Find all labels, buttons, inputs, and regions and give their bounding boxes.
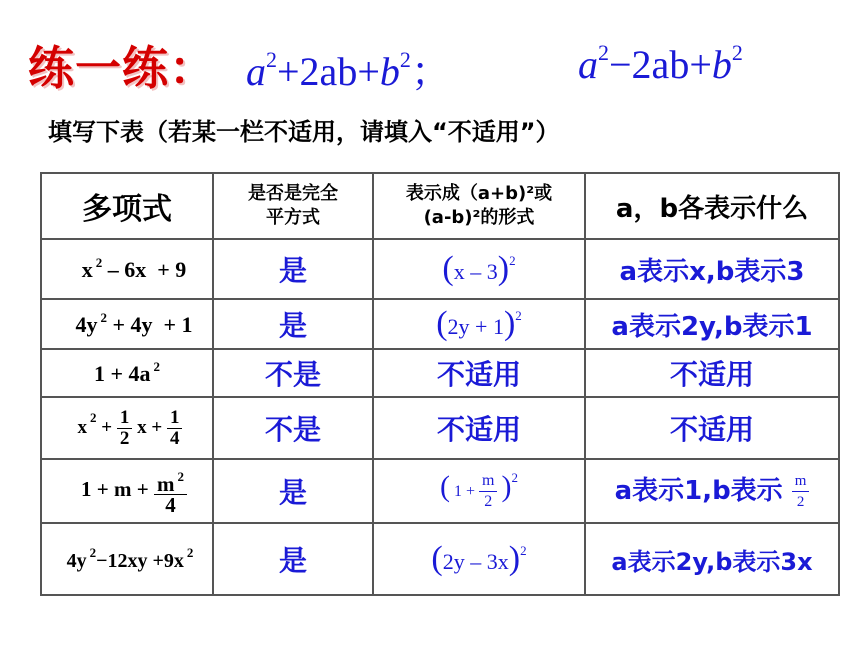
is-square-cell: 是 xyxy=(213,299,373,349)
polynomial-cell: x $^2$ – 6x + 9 xyxy=(41,239,213,299)
is-square-cell: 是 xyxy=(213,459,373,523)
form-cell: (2y – 3x)$^2$ xyxy=(373,523,585,595)
meaning-cell: a表示1,b表示 $\frac{m}{2}$ xyxy=(585,459,839,523)
polynomial-cell: 1 + 4a $^2$ xyxy=(41,349,213,397)
meaning-cell: 不适用 xyxy=(585,397,839,459)
table-row xyxy=(41,239,839,299)
exercise-title: 练一练： xyxy=(28,41,216,95)
is-square-cell: 不是 xyxy=(213,397,373,459)
meaning-cell: a表示2y,b表示3x xyxy=(585,523,839,595)
header-form: 表示成（a+b)²或 (a-b)²的形式 xyxy=(373,173,585,239)
table-row xyxy=(41,523,839,595)
is-square-cell: 是 xyxy=(213,239,373,299)
header-is-square: 是否是完全 平方式 xyxy=(213,173,373,239)
header-polynomial: 多项式 xyxy=(41,173,213,239)
polynomial-cell: 4y $^2$−12xy +9x $^2$ xyxy=(41,523,213,595)
form-cell: ( 1 + $\frac{m}{2}$ )$^2$ xyxy=(373,459,585,523)
exercise-table xyxy=(40,172,840,596)
form-cell: 不适用 xyxy=(373,349,585,397)
table-row xyxy=(41,397,839,459)
instruction-text: 填写下表（若某一栏不适用，请填入“不适用”） xyxy=(48,118,560,146)
table-header-row xyxy=(41,173,839,239)
is-square-cell: 不是 xyxy=(213,349,373,397)
table-row xyxy=(41,459,839,523)
table-row xyxy=(41,299,839,349)
formula-diff-square: $a^2-2ab+b^2$ xyxy=(578,40,743,87)
polynomial-cell: 1 + m + $\frac{m ^2}{4}$ xyxy=(41,459,213,523)
is-square-cell: 是 xyxy=(213,523,373,595)
meaning-cell: a表示2y,b表示1 xyxy=(585,299,839,349)
meaning-cell: a表示x,b表示3 xyxy=(585,239,839,299)
header-meaning: a，b各表示什么 xyxy=(585,173,839,239)
meaning-cell: 不适用 xyxy=(585,349,839,397)
formula-sum-square: $a^2+2ab+b^2$； xyxy=(246,47,451,94)
form-cell: (x – 3)$^2$ xyxy=(373,239,585,299)
form-cell: $(2y + 1)^2$ xyxy=(373,299,585,349)
polynomial-cell: x $^2$ + $\frac{1}{2}$ x + $\frac{1}{4}$ xyxy=(41,397,213,459)
polynomial-cell: 4y $^2$ + 4y + 1 xyxy=(41,299,213,349)
form-cell: 不适用 xyxy=(373,397,585,459)
table-row xyxy=(41,349,839,397)
